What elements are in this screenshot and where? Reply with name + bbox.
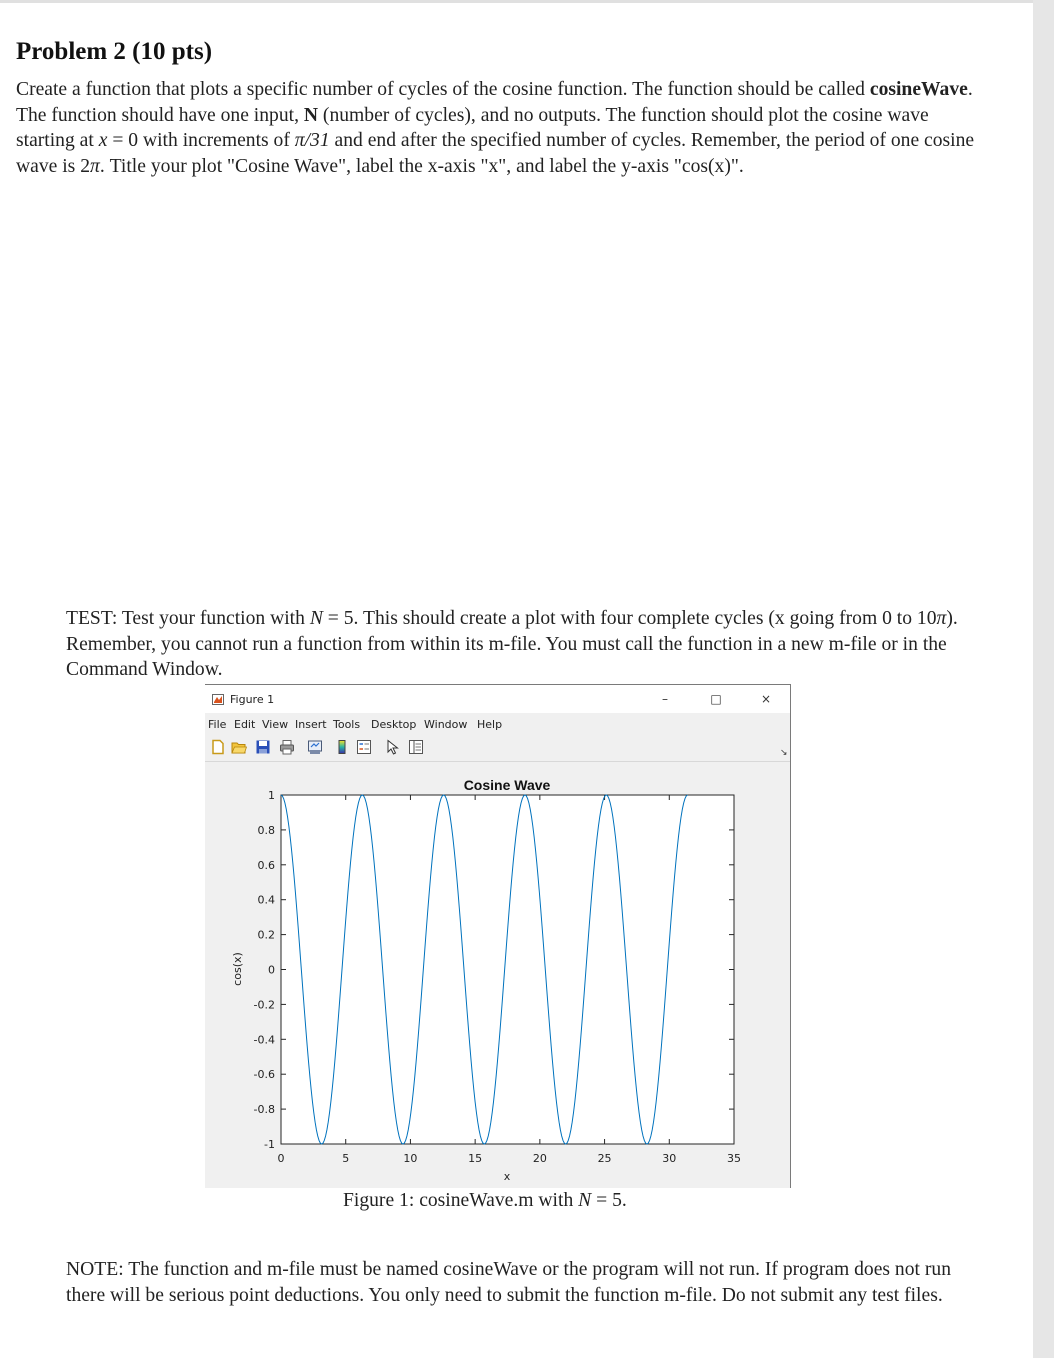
y-tick-label: -0.4 [253, 1033, 275, 1047]
test-instructions: TEST: Test your function with N = 5. This should create a plot with four complete cycles (x going from 0 to 10π). Remember, you cannot run a function from within its m-file. You must call the function in a new m-file or in the Command Window. [66, 608, 958, 680]
insert-colorbar-icon[interactable] [334, 739, 350, 755]
y-tick-label: 0.6 [257, 858, 275, 872]
maximize-button[interactable]: □ [710, 692, 722, 706]
menu-desktop[interactable]: Desktop [371, 718, 417, 731]
save-icon[interactable] [255, 739, 271, 755]
property-inspector-icon[interactable] [408, 739, 424, 755]
edit-plot-arrow-icon[interactable] [385, 739, 401, 755]
menu-edit[interactable]: Edit [234, 718, 256, 731]
figure-caption: Figure 1: cosineWave.m with N = 5. [343, 1190, 627, 1211]
note-paragraph: NOTE: The function and m-file must be named cosineWave or the program will not run. If program does not run there will be serious point deductions. You only need to submit the function m-file. Do not submit any test files. [66, 1259, 951, 1306]
matlab-logo-icon [212, 694, 224, 705]
y-tick-label: -1 [264, 1138, 275, 1151]
new-figure-icon[interactable] [210, 739, 226, 755]
insert-legend-icon[interactable] [356, 739, 372, 755]
x-tick-label: 30 [662, 1152, 677, 1165]
y-tick-label: -0.2 [253, 998, 275, 1012]
x-tick-label: 35 [727, 1152, 741, 1165]
menu-insert[interactable]: Insert [295, 718, 327, 731]
dock-arrow-icon[interactable]: ↘ [780, 748, 788, 758]
problem-heading: Problem 2 (10 pts) [16, 38, 213, 65]
y-tick-label: 1 [268, 789, 275, 802]
minimize-button[interactable]: – [662, 692, 668, 706]
y-tick-label: 0 [268, 963, 275, 977]
menu-window[interactable]: Window [424, 718, 468, 731]
menu-file[interactable]: File [208, 718, 227, 731]
x-tick-label: 15 [468, 1152, 483, 1165]
x-axis-label: x [503, 1170, 511, 1183]
x-tick-label: 5 [342, 1152, 350, 1165]
link-plot-icon[interactable] [307, 739, 323, 755]
figure-menubar [205, 715, 790, 758]
matlab-figure-window [205, 684, 791, 1188]
x-tick-label: 20 [532, 1152, 547, 1165]
x-tick-label: 10 [403, 1152, 418, 1165]
chart-title: Cosine Wave [463, 777, 551, 793]
cosine-plot [205, 763, 790, 1188]
menu-view[interactable]: View [262, 718, 289, 731]
y-axis-label: cos(x) [231, 952, 244, 986]
figure-titlebar [205, 685, 790, 713]
page-top-edge [0, 0, 1033, 3]
x-tick-label: 25 [597, 1152, 612, 1165]
x-tick-label: 0 [277, 1152, 285, 1165]
close-button[interactable]: × [760, 692, 772, 706]
menu-help[interactable]: Help [477, 718, 503, 731]
y-tick-label: 0.8 [257, 823, 275, 837]
figure-title: Figure 1 [230, 693, 275, 706]
figure-toolbar [205, 735, 790, 762]
y-tick-label: 0.2 [257, 928, 275, 942]
y-tick-label: -0.8 [253, 1103, 275, 1117]
print-icon[interactable] [279, 739, 295, 755]
page-scrollbar-track [1033, 0, 1054, 1358]
menu-tools[interactable]: Tools [333, 718, 361, 731]
y-tick-label: -0.6 [253, 1068, 275, 1082]
y-tick-label: 0.4 [257, 893, 275, 907]
axes-box [281, 795, 734, 1144]
problem-description: Create a function that plots a specific number of cycles of the cosine function. The function should be called cosineWave. The function should have one input, N (number of cycles), and no outputs. The function should plot the cosine wave starting at x = 0 with increments of π/31 and end after the specified number of cycles. Remember, the period of one cosine wave is 2π. Title your plot "Cosine Wave", label the x-axis "x", and label the y-axis "cos(x)". [16, 79, 975, 177]
open-file-icon[interactable] [231, 739, 247, 755]
